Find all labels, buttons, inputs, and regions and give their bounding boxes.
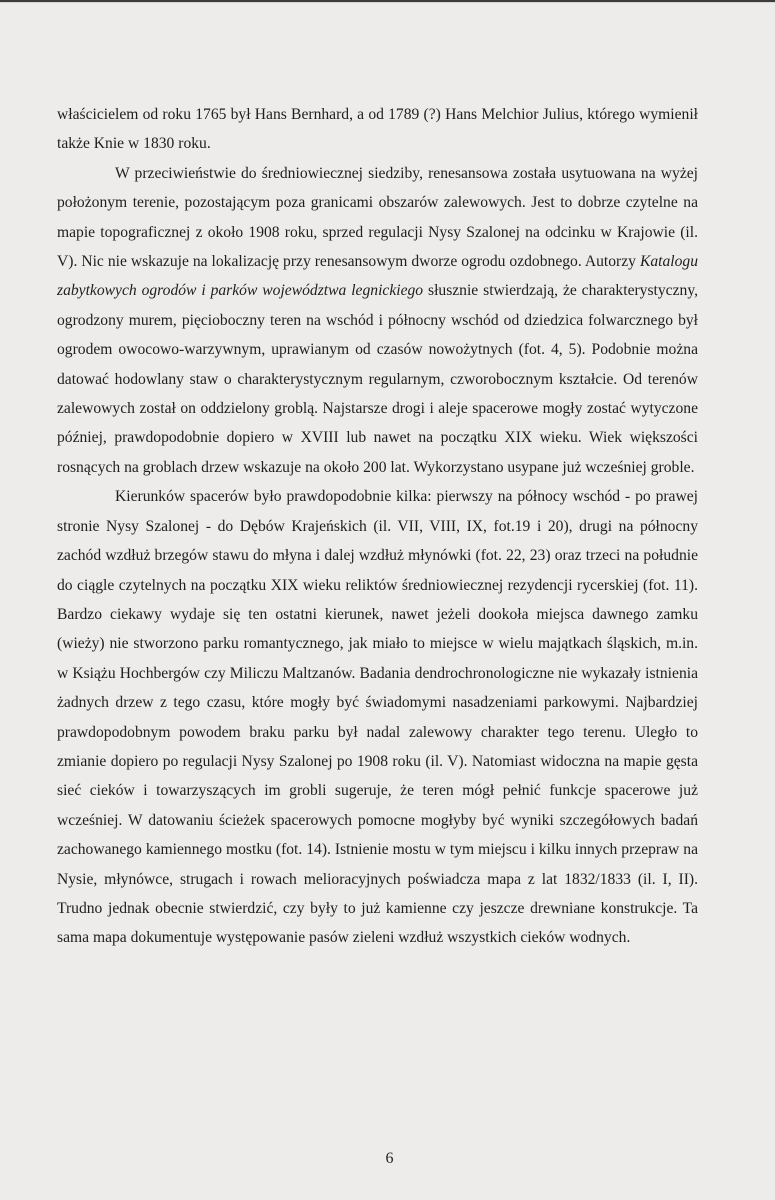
page-number: 6 xyxy=(385,1150,394,1167)
paragraph-3-text: Kierunków spacerów było prawdopodobnie kilka: pierwszy na północy wschód - po prawej stronie Nysy Szalonej - do Dębów Krajeńskich (il. VII, VIII, IX, fot.19 i 20), drugi na północny zachód wzdłuż brzegów stawu do młyna i dalej wzdłuż młynówki (fot. 22, 23) oraz trzeci na południe do ciągle czytelnych na początku XIX wieku reliktów średniowiecznej rezydencji rycerskiej (fot. 11). Bardzo ciekawy wydaje się ten ostatni kierunek, nawet jeżeli dookoła miejsca dawnego zamku (wieży) nie stworzono parku romantycznego, jak miało to miejsce w wielu majątkach śląskich, m.in. w Książu Hochbergów czy Miliczu Maltzanów. Badania dendrochronologiczne nie wykazały istnienia żadnych drzew z tego czasu, które mogły być świadomymi nasadzeniami parkowymi. Najbardziej prawdopodobnym powodem braku parku był nadal zalewowy charakter tego terenu. Uległo to zmianie dopiero po regulacji Nysy Szalonej po 1908 roku (il. V). Natomiast widoczna na mapie gęsta sieć cieków i towarzyszących im grobli sugeruje, że teren mógł pełnić funkcje spacerowe już wcześniej. W datowaniu ścieżek spacerowych pomocne mogłyby być wyniki szczegółowych badań zachowanego kamiennego mostku (fot. 14). Istnienie mostu w tym miejscu i kilku innych przepraw na Nysie, młynówce, strugach i rowach melioracyjnych poświadcza mapa z lat 1832/1833 (il. I, II). Trudno jednak obecnie stwierdzić, czy były to już kamienne czy jeszcze drewniane konstrukcje. Ta sama mapa dokumentuje występowanie pasów zieleni wzdłuż wszystkich cieków wodnych. xyxy=(57,488,698,947)
paragraph-2 xyxy=(57,159,698,482)
catalog-title-italic: Katalogu zabytkowych ogrodów i parków województwa legnickiego xyxy=(57,253,698,300)
paragraph-2-text-a: W przeciwieństwie do średniowiecznej siedziby, renesansowa została usytuowana na wyżej położonym terenie, pozostającym poza granicami obszarów zalewowych. Jest to dobrze czytelne na mapie topograficznej z około 1908 roku, sprzed regulacji Nysy Szalonej na odcinku w Krajowie (il. V). Nic nie wskazuje na lokalizację przy renesansowym dworze ogrodu ozdobnego. Autorzy xyxy=(57,164,698,271)
paragraph-1 xyxy=(57,100,698,159)
paragraph-1-text: właścicielem od roku 1765 był Hans Bernhard, a od 1789 (?) Hans Melchior Julius, którego wymienił także Knie w 1830 roku. xyxy=(57,106,698,153)
body-text xyxy=(57,100,698,953)
paragraph-3 xyxy=(57,482,698,953)
document-page xyxy=(0,2,775,1200)
paragraph-2-text-b: słusznie stwierdzają, że charakterystyczny, ogrodzony murem, pięcioboczny teren na wschód i północny wschód od dziedzica folwarcznego był ogrodem owocowo-warzywnym, uprawianym od czasów nowożytnych (fot. 4, 5). Podobnie można datować hodowlany staw o charakterystycznym regularnym, czworobocznym kształcie. Od terenów zalewowych został on oddzielony groblą. Najstarsze drogi i aleje spacerowe mogły zostać wytyczone później, prawdopodobnie dopiero w XVIII lub nawet na początku XIX wieku. Wiek większości rosnących na groblach drzew wskazuje na około 200 lat. Wykorzystano usypane już wcześniej groble. xyxy=(57,282,698,476)
